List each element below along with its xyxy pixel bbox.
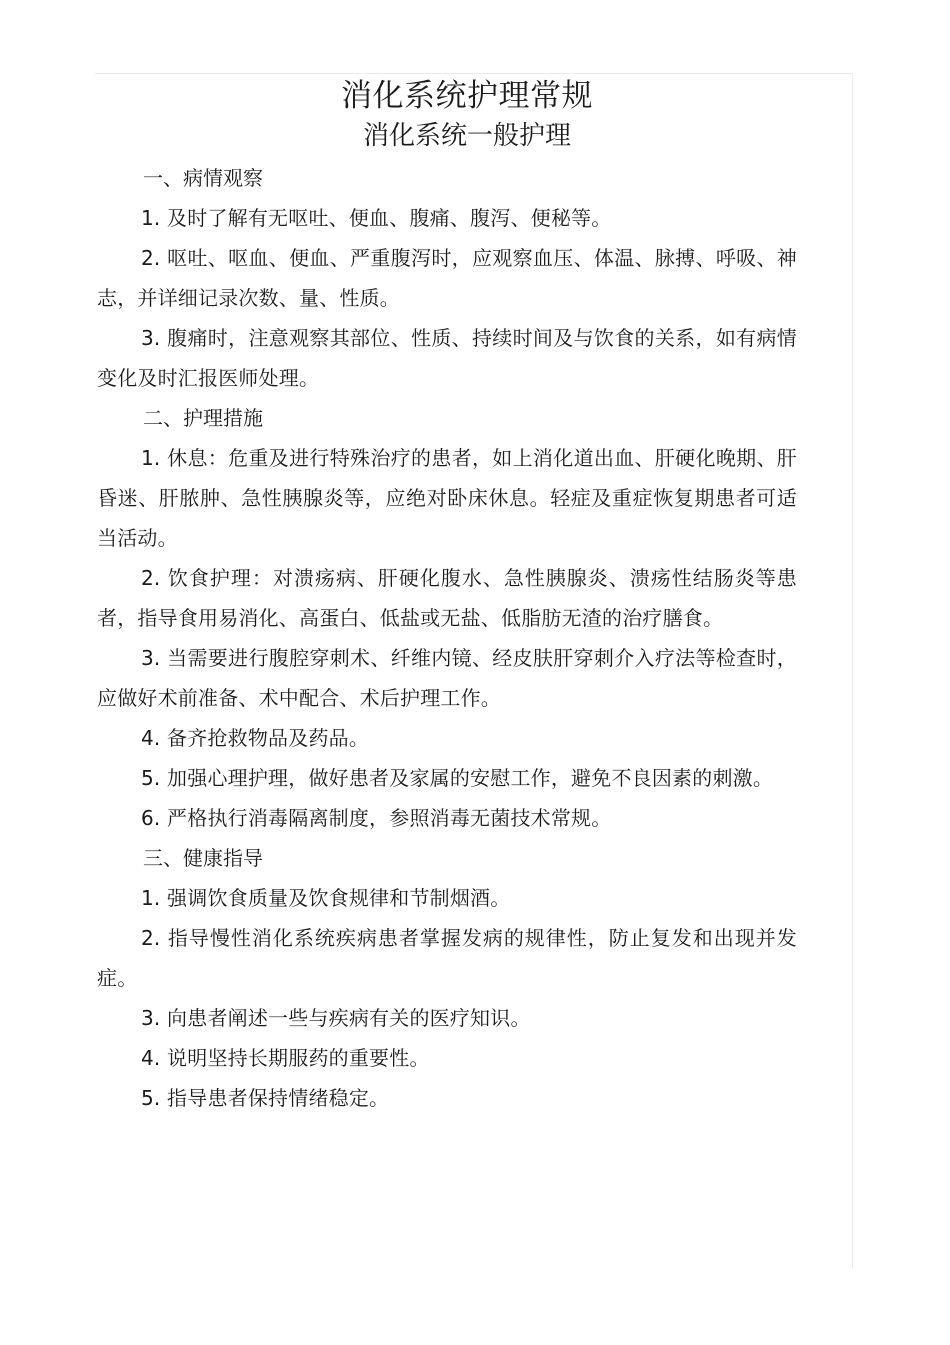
list-item: 3. 腹痛时，注意观察其部位、性质、持续时间及与饮食的关系，如有病情变化及时汇报医师处理。 <box>97 326 797 390</box>
list-item: 5. 指导患者保持情绪稳定。 <box>141 1086 390 1110</box>
document-subtitle: 消化系统一般护理 <box>362 121 571 151</box>
list-item: 1. 休息：危重及进行特殊治疗的患者，如上消化道出血、肝硬化晚期、肝昏迷、肝脓肿、急性胰腺炎等，应绝对卧床休息。轻症及重症恢复期患者可适当活动。 <box>97 446 797 550</box>
list-item: 4. 备齐抢救物品及药品。 <box>141 726 370 750</box>
section-health-guidance <box>97 838 797 1118</box>
section-nursing-measures <box>97 398 797 838</box>
list-item: 2. 指导慢性消化系统疾病患者掌握发病的规律性，防止复发和出现并发症。 <box>97 926 797 990</box>
list-item: 4. 说明坚持长期服药的重要性。 <box>141 1046 430 1070</box>
list-item: 3. 向患者阐述一些与疾病有关的医疗知识。 <box>141 1006 531 1030</box>
list-item: 3. 当需要进行腹腔穿刺术、纤维内镜、经皮肤肝穿刺介入疗法等检查时，应做好术前准备、术中配合、术后护理工作。 <box>97 646 797 710</box>
document-body <box>97 76 797 1118</box>
section-observation <box>97 158 797 398</box>
list-item: 1. 及时了解有无呕吐、便血、腹痛、腹泻、便秘等。 <box>141 206 612 230</box>
list-item: 5. 加强心理护理，做好患者及家属的安慰工作，避免不良因素的刺激。 <box>141 766 774 790</box>
section-heading: 三、健康指导 <box>143 846 263 870</box>
list-item: 2. 饮食护理：对溃疡病、肝硬化腹水、急性胰腺炎、溃疡性结肠炎等患者，指导食用易消化、高蛋白、低盐或无盐、低脂肪无渣的治疗膳食。 <box>97 566 797 630</box>
section-heading: 二、护理措施 <box>143 406 263 430</box>
list-item: 1. 强调饮食质量及饮食规律和节制烟酒。 <box>141 886 511 910</box>
list-item: 6. 严格执行消毒隔离制度，参照消毒无菌技术常规。 <box>141 806 612 830</box>
document-title: 消化系统护理常规 <box>341 78 593 114</box>
section-heading: 一、病情观察 <box>143 166 263 190</box>
list-item: 2. 呕吐、呕血、便血、严重腹泻时，应观察血压、体温、脉搏、呼吸、神志，并详细记录次数、量、性质。 <box>97 246 797 310</box>
